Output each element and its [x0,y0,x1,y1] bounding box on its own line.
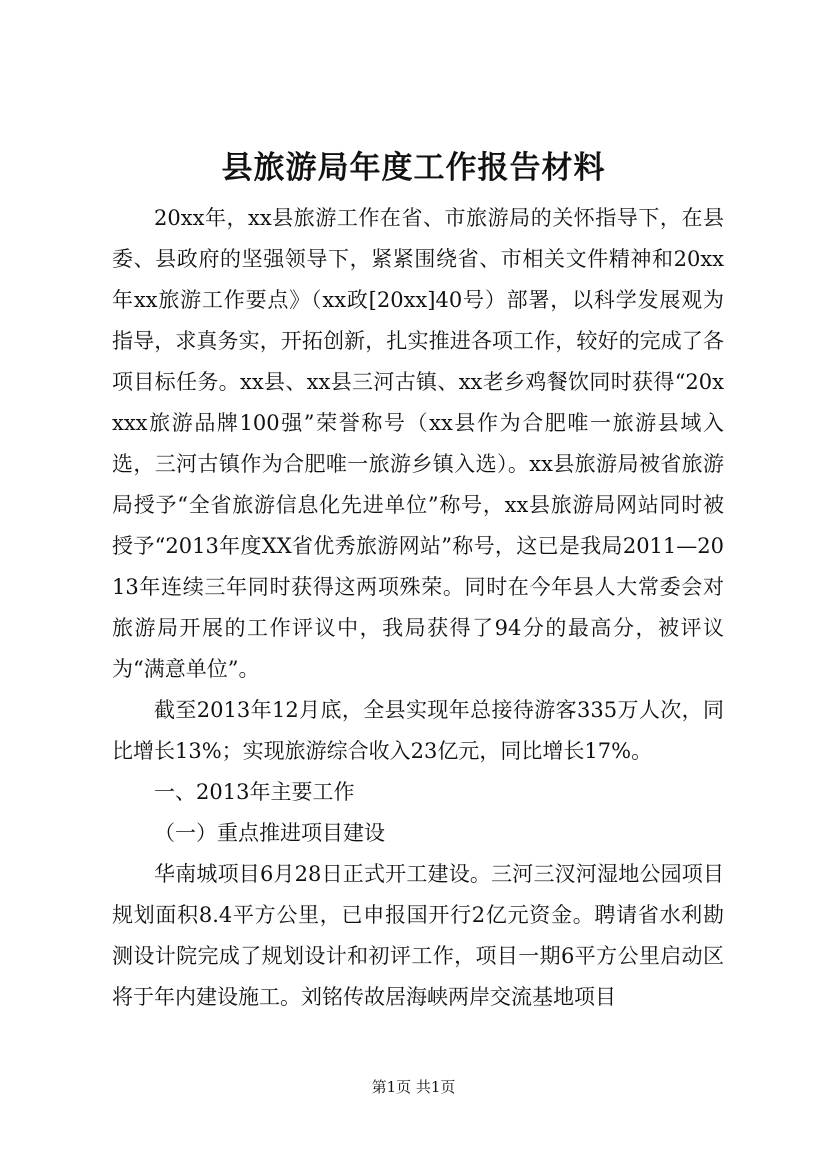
document-body [112,198,724,1018]
paragraph-statistics: 截至2013年12月底，全县实现年总接待游客335万人次，同比增长13%；实现旅游综合收入23亿元，同比增长17%。 [112,698,724,763]
document-title: 县旅游局年度工作报告材料 [221,150,606,186]
page-footer: 第1页 共1页 [371,1078,456,1096]
section-heading: 一、2013年主要工作 [154,780,355,804]
paragraph-projects: 华南城项目6月28日正式开工建设。三河三汊河湿地公园项目规划面积8.4平方公里，已申报国开行2亿元资金。聘请省水利勘测设计院完成了规划设计和初评工作，项目一期6平方公里启动区将于年内建设施工。刘铭传故居海峡两岸交流基地项目 [112,862,724,1009]
subsection-heading: （一）重点推进项目建设 [154,821,385,845]
paragraph-intro: 20xx年，xx县旅游工作在省、市旅游局的关怀指导下，在县委、县政府的坚强领导下，紧紧围绕省、市相关文件精神和20xx年xx旅游工作要点》（xx政[20xx]40号）部署，以科学发展观为指导，求真务实，开拓创新，扎实推进各项工作，较好的完成了各项目标任务。xx县、xx县三河古镇、xx老乡鸡餐饮同时获得“20xxxx旅游品牌100强”荣誉称号（xx县作为合肥唯一旅游县域入选，三河古镇作为合肥唯一旅游乡镇入选）。xx县旅游局被省旅游局授予“全省旅游信息化先进单位”称号，xx县旅游局网站同时被授予“2013年度XX省优秀旅游网站”称号，这已是我局2011—2013年连续三年同时获得这两项殊荣。同时在今年县人大常委会对旅游局开展的工作评议中，我局获得了94分的最高分，被评议为“满意单位”。 [112,206,724,681]
